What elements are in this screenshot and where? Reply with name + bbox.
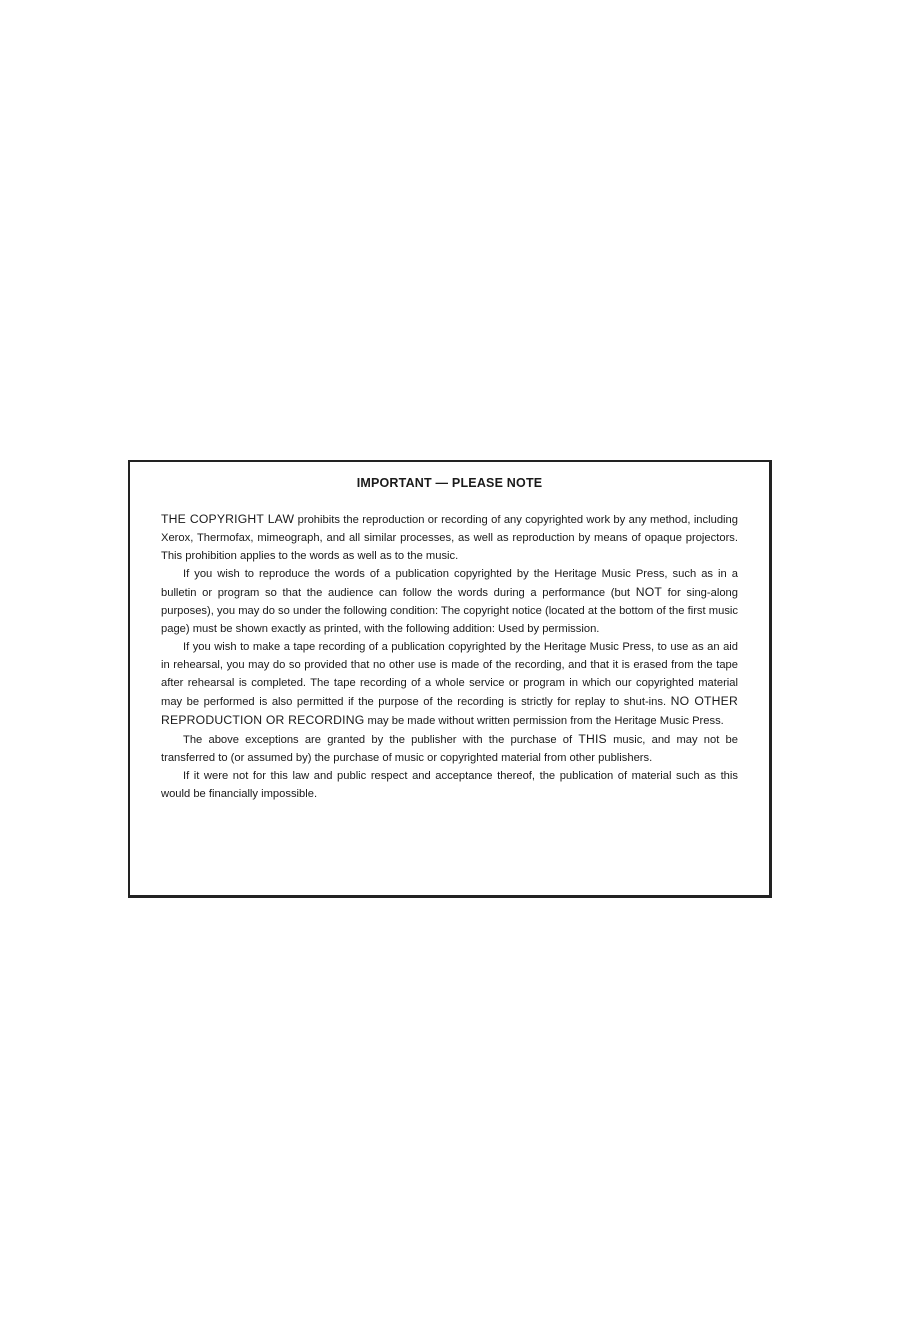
recording-text-before: If you wish to make a tape recording of a publication copyrighted by the Heritage Music Press, to use as an aid in rehearsal, you may do so provided that no other use is made of the recording, and that it is erased from the tape after rehearsal is completed. The tape recording of a whole service or program in which our copyrighted material may be performed is also permitted if the purpose of the recording is strictly for replay to shut-ins. — [161, 641, 738, 708]
notice-title: IMPORTANT — PLEASE NOTE — [356, 476, 543, 490]
exceptions-text-after: music, and may not be transferred to (or assumed by) the purchase of music or copyrighted material from other publishers. — [161, 734, 738, 764]
recording-emphasis: NO OTHER REPRODUCTION OR RECORDING — [161, 694, 738, 727]
words-emphasis: NOT — [635, 585, 663, 599]
copyright-notice-box — [128, 460, 772, 898]
exceptions-emphasis: THIS — [578, 732, 607, 746]
copyright-law-heading: THE COPYRIGHT LAW — [161, 512, 295, 526]
copyright-law-text: prohibits the reproduction or recording of any copyrighted work by any method, including Xerox, Thermofax, mimeograph, and all similar processes, as well as reproduction by means of opaque projectors. This prohibition applies to the words as well as to the music. — [161, 514, 738, 562]
notice-paragraph-copyright-law — [161, 510, 738, 565]
notice-paragraph-recording — [161, 638, 738, 730]
closing-text: If it were not for this law and public respect and acceptance thereof, the publication of material such as this would be financially impossible. — [161, 770, 738, 800]
exceptions-text-before: The above exceptions are granted by the publisher with the purchase of — [183, 734, 579, 746]
notice-paragraph-closing — [161, 767, 738, 803]
words-text-before: If you wish to reproduce the words of a publication copyrighted by the Heritage Music Press, such as in a bulletin or program so that the audience can follow the words during a performance (but — [161, 568, 738, 599]
notice-paragraph-exceptions — [161, 730, 738, 767]
recording-text-after: may be made without written permission from the Heritage Music Press. — [364, 715, 724, 727]
notice-paragraph-words — [161, 565, 738, 638]
words-text-after: for sing-along purposes), you may do so under the following condition: The copyright notice (located at the bottom of the first music page) must be shown exactly as printed, with the following addition: Used by permission. — [161, 587, 738, 635]
